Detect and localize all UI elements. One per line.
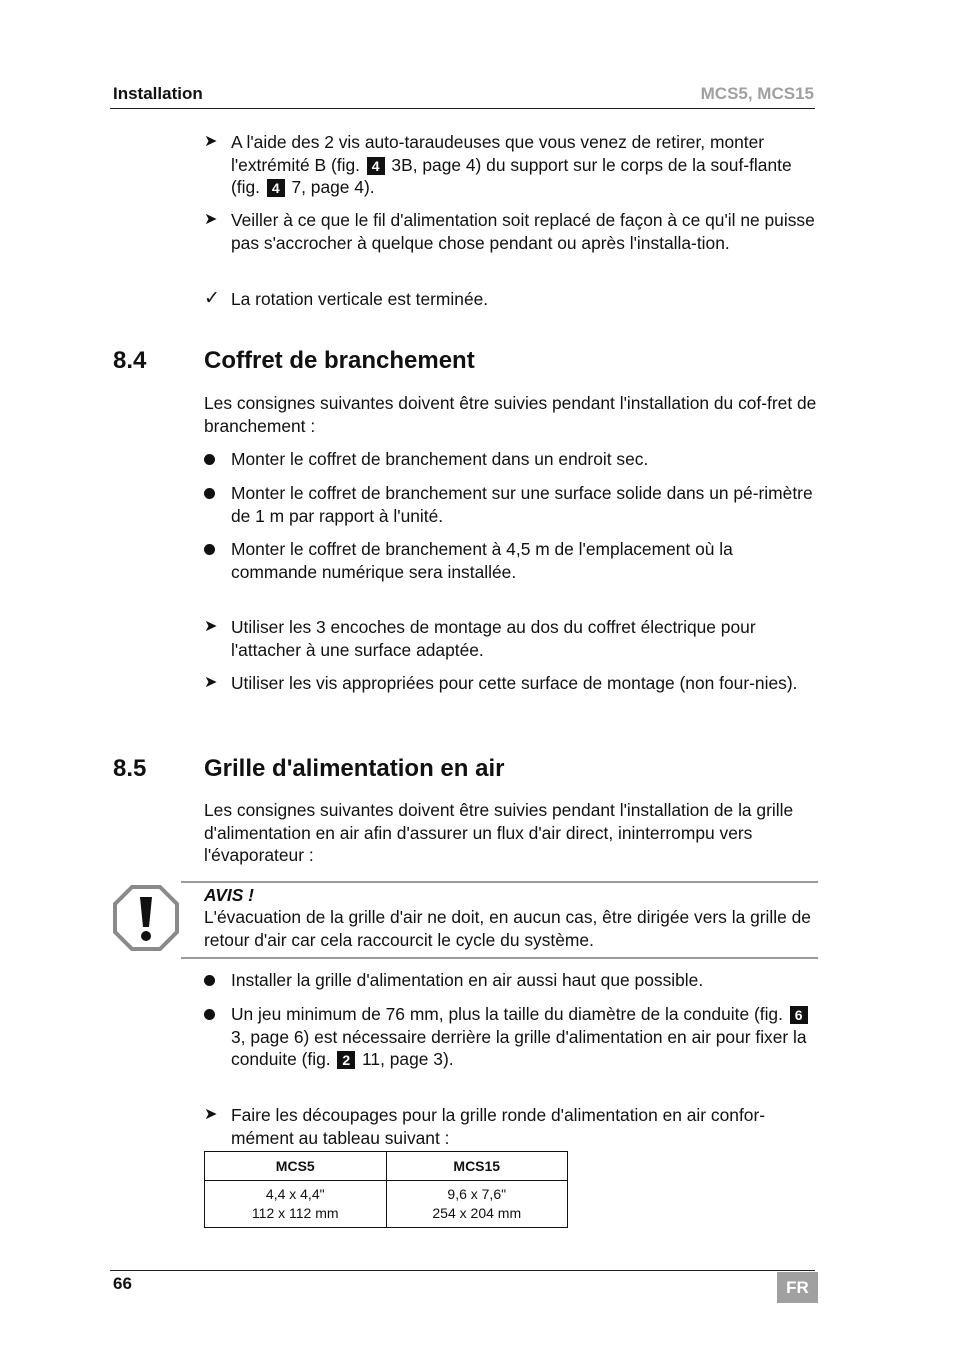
figure-ref: 6 [790,1006,808,1024]
table-row [205,1181,568,1228]
table-header-cell: MCS5 [205,1152,387,1181]
arrow-right-icon: ➤ [204,618,218,635]
bullet-icon [204,488,215,499]
section-title: Grille d'alimentation en air [204,755,505,782]
bullet-text: Monter le coffret de branchement à 4,5 m de l'emplacement où la commande numérique sera installée. [231,539,733,582]
bullet-text: Installer la grille d'alimentation en air aussi haut que possible. [231,970,704,990]
step-item [204,672,819,695]
cutout-table [204,1151,568,1228]
figure-ref: 2 [337,1051,355,1069]
section-intro: Les consignes suivantes doivent être suivies pendant l'installation de la grille d'alimentation en air afin d'assurer un flux d'air direct, ininterrompu vers l'évaporateur : [204,800,794,865]
table-cell: 9,6 x 7,6" 254 x 204 mm [386,1181,568,1228]
bullet-icon [204,544,215,555]
section-number: 8.4 [113,347,147,374]
table-cell: 4,4 x 4,4" 112 x 112 mm [205,1181,387,1228]
result-item [204,288,819,311]
table-header-cell: MCS15 [386,1152,568,1181]
step-item [204,616,819,661]
bullet-item [204,969,819,992]
notice-top-rule [181,881,818,883]
bullet-icon [204,454,215,465]
header-models: MCS5, MCS15 [700,84,814,103]
arrow-right-icon: ➤ [204,1106,218,1123]
step-item [204,1104,819,1149]
step-text: Veiller à ce que le fil d'alimentation soit replacé de façon à ce qu'il ne puisse pas s'accrocher à quelque chose pendant ou après l'installa-tion. [231,210,815,253]
arrow-right-icon: ➤ [204,133,218,150]
step-text: A l'aide des 2 vis auto-taraudeuses que vous venez de retirer, monter l'extrémité B (fig. 4 3B, page 4) du support sur le corps de la souf-flante (fig. 4 7, page 4). [231,132,792,197]
notice-bottom-rule [181,957,818,959]
step-item [204,209,819,254]
step-text: Utiliser les 3 encoches de montage au dos du coffret électrique pour l'attacher à une surface adaptée. [231,617,756,660]
page-number: 66 [113,1274,132,1293]
notice-title: AVIS ! [204,885,254,905]
section-title: Coffret de branchement [204,347,475,374]
footer-rule [110,1270,815,1271]
bullet-item [204,482,819,527]
arrow-right-icon: ➤ [204,211,218,228]
bullet-item [204,448,819,471]
header-rule [110,108,815,109]
figure-ref: 4 [267,179,285,197]
header-section: Installation [113,84,203,103]
figure-ref: 4 [367,157,385,175]
result-text: La rotation verticale est terminée. [231,289,489,309]
check-icon: ✓ [204,288,220,309]
bullet-item [204,1003,819,1071]
step-text: Utiliser les vis appropriées pour cette surface de montage (non four-nies). [231,673,798,693]
bullet-text: Un jeu minimum de 76 mm, plus la taille du diamètre de la conduite (fig. 6 3, page 6) est nécessaire derrière la grille d'alimentation en air pour fixer la conduite (fig. 2 11, page 3). [231,1004,807,1069]
step-text: Faire les découpages pour la grille ronde d'alimentation en air confor-mément au tableau suivant : [231,1105,766,1148]
notice-text: L'évacuation de la grille d'air ne doit, en aucun cas, être dirigée vers la grille de retour d'air car cela raccourcit le cycle du système. [204,907,811,950]
bullet-text: Monter le coffret de branchement dans un endroit sec. [231,449,649,469]
table-header-row [205,1152,568,1181]
notice-exclamation-icon [112,884,180,952]
bullet-text: Monter le coffret de branchement sur une surface solide dans un pé-rimètre de 1 m par rapport à l'unité. [231,483,813,526]
arrow-right-icon: ➤ [204,674,218,691]
bullet-icon [204,975,215,986]
language-badge: FR [777,1272,818,1303]
step-item [204,131,819,199]
bullet-icon [204,1009,215,1020]
section-number: 8.5 [113,755,147,782]
bullet-item [204,538,819,583]
section-intro: Les consignes suivantes doivent être suivies pendant l'installation du cof-fret de branchement : [204,393,817,436]
